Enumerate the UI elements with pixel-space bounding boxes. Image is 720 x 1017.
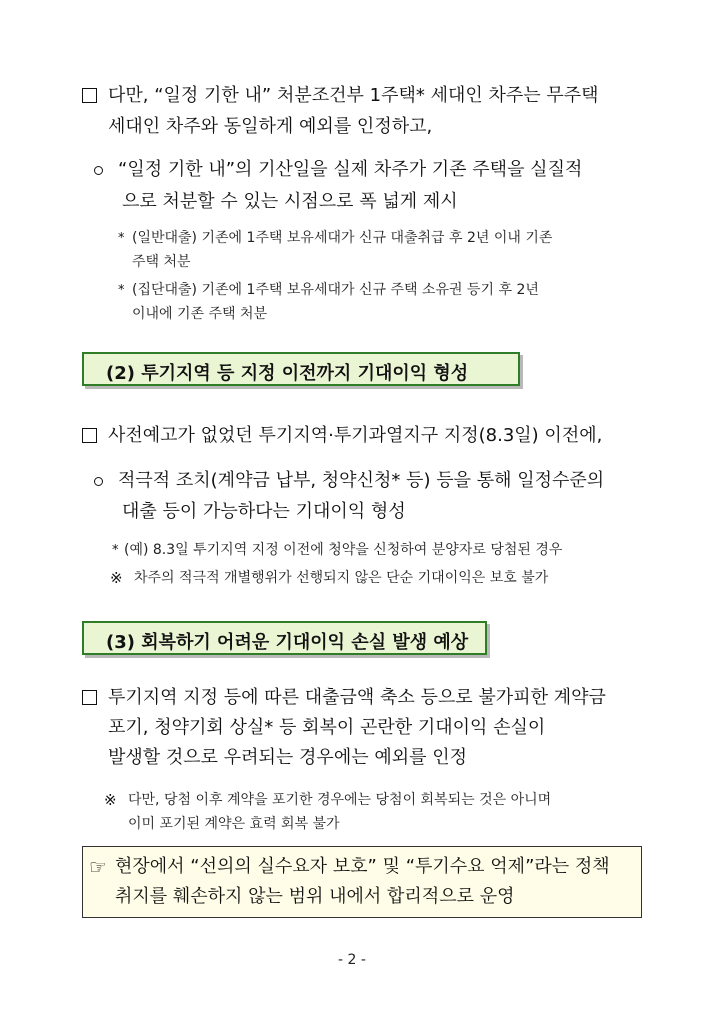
note-general-loan-line1: (일반대출) 기존에 1주택 보유세대가 신규 대출취급 후 2년 이내 기존 — [132, 230, 553, 246]
reference-mark-icon: ※ — [110, 569, 123, 587]
square-bullet-icon — [82, 88, 97, 103]
section-3-title: (3) 회복하기 어려운 기대이익 손실 발생 예상 — [106, 632, 469, 653]
p2-sub-line2: 대출 등이 가능하다는 기대이익 형성 — [122, 501, 406, 522]
p2-line1: 사전예고가 없었던 투기지역·투기과열지구 지정(8.3일) 이전에, — [108, 425, 603, 446]
pointing-hand-icon: ☞ — [89, 855, 107, 879]
section-2-title: (2) 투기지역 등 지정 이전까지 기대이익 형성 — [106, 363, 469, 384]
p1-line1: 다만, “일정 기한 내” 처분조건부 1주택* 세대인 차주는 무주택 — [108, 85, 599, 106]
p1-sub-line2: 으로 처분할 수 있는 시점으로 폭 넓게 제시 — [122, 191, 458, 212]
section-2-heading — [82, 352, 520, 386]
p3-line3: 발생할 것으로 우려되는 경우에는 예외를 인정 — [108, 747, 467, 768]
asterisk-icon: * — [118, 283, 125, 298]
note-group-loan-line2: 이내에 기존 주택 처분 — [132, 306, 268, 322]
p3-line2: 포기, 청약기회 상실* 등 회복이 곤란한 기대이익 손실이 — [108, 717, 546, 738]
section-3-heading — [82, 621, 487, 655]
p1-line2: 세대인 차주와 동일하게 예외를 인정하고, — [108, 116, 433, 137]
p1-sub-line1: “일정 기한 내”의 기산일을 실제 차주가 기존 주택을 실질적 — [118, 159, 583, 180]
asterisk-icon: * — [118, 231, 125, 246]
p2-reference-note: 차주의 적극적 개별행위가 선행되지 않은 단순 기대이익은 보호 불가 — [134, 570, 549, 586]
square-bullet-icon — [82, 690, 97, 705]
summary-line2: 취지를 훼손하지 않는 범위 내에서 합리적으로 운영 — [115, 886, 515, 907]
page-number: - 2 - — [338, 952, 366, 968]
circle-bullet-icon — [94, 166, 103, 175]
p3-note-line2: 이미 포기된 계약은 효력 회복 불가 — [128, 816, 340, 832]
square-bullet-icon — [82, 428, 97, 443]
summary-line1: 현장에서 “선의의 실수요자 보호” 및 “투기수요 억제”라는 정책 — [115, 856, 610, 877]
p2-sub-line1: 적극적 조치(계약금 납부, 청약신청* 등) 등을 통해 일정수준의 — [118, 470, 605, 491]
p3-line1: 투기지역 지정 등에 따른 대출금액 축소 등으로 불가피한 계약금 — [108, 687, 606, 708]
asterisk-icon: * — [112, 543, 119, 558]
note-group-loan-line1: (집단대출) 기존에 1주택 보유세대가 신규 주택 소유권 등기 후 2년 — [132, 282, 539, 298]
circle-bullet-icon — [94, 477, 103, 486]
summary-box — [82, 846, 642, 918]
note-general-loan-line2: 주택 처분 — [132, 254, 191, 270]
p3-note-line1: 다만, 당첨 이후 계약을 포기한 경우에는 당첨이 회복되는 것은 아니며 — [128, 792, 552, 808]
reference-mark-icon: ※ — [104, 791, 117, 809]
p2-example-note: (예) 8.3일 투기지역 지정 이전에 청약을 신청하여 분양자로 당첨된 경우 — [124, 542, 563, 558]
